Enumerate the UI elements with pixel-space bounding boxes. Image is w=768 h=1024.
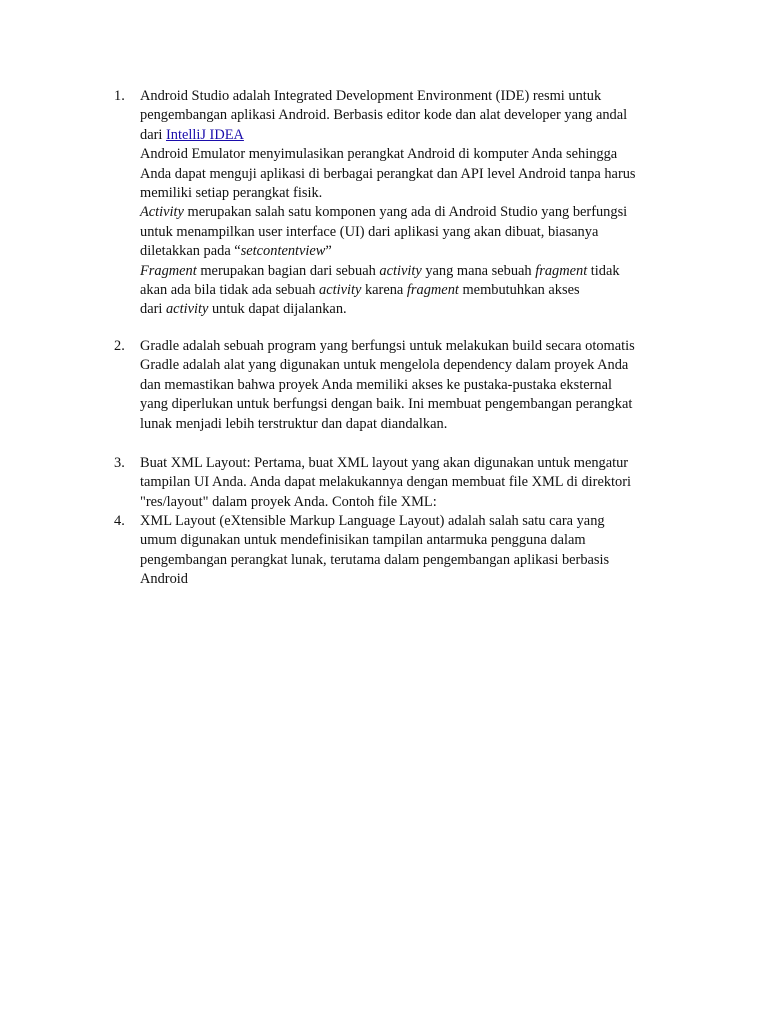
item1-p4-line1-mid1: merupakan bagian dari sebuah [196,262,380,279]
item4-line2: umum digunakan untuk mendefinisikan tampilan antarmuka pengguna dalam [140,532,586,549]
setcontentview-term: setcontentview [240,243,326,260]
item1-paragraph1-line2: pengembangan aplikasi Android. Berbasis editor kode dan alat developer yang andal [140,107,628,124]
item1-paragraph3-line3 [140,242,332,261]
item1-paragraph4-line1 [140,262,620,281]
item1-p4-line2-post: membutuhkan akses [458,282,580,298]
item2-line5: lunak menjadi lebih terstruktur dan dapat diandalkan. [140,415,448,432]
item1-p4-line3-pre: dari [140,301,166,318]
item1-paragraph1-line3 [140,126,244,145]
item3-line1: Buat XML Layout: Pertama, buat XML layout yang akan digunakan untuk mengatur [140,455,629,471]
activity-term: activity [379,262,422,279]
list-number-4: 4. [114,513,125,529]
list-number-1: 1. [114,88,125,104]
item1-p3-line3-pre: diletakkan pada “ [140,243,241,260]
list-number-3: 3. [114,455,125,471]
item1-paragraph4-line3 [140,300,347,319]
activity-term: activity [319,282,362,298]
item1-paragraph2-line1: Android Emulator menyimulasikan perangkat Android di komputer Anda sehingga [140,146,618,163]
item1-p4-line2-pre: akan ada bila tidak ada sebuah [140,282,320,298]
item2-line1: Gradle adalah sebuah program yang berfungsi untuk melakukan build secara otomatis [140,338,635,354]
fragment-term: fragment [406,282,459,298]
item1-paragraph3-line2: untuk menampilkan user interface (UI) dari aplikasi yang akan dibuat, biasanya [140,223,599,240]
item1-from-text: dari [140,126,166,143]
item2-line2: Gradle adalah alat yang digunakan untuk mengelola dependency dalam proyek Anda [140,357,629,374]
item1-paragraph3-line1 [140,203,627,222]
list-number-2: 2. [114,338,125,354]
item1-p4-line2-mid: karena [361,282,407,298]
item2-line4: yang diperlukan untuk berfungsi dengan baik. Ini membuat pengembangan perangkat [140,396,633,413]
item2-line3: dan memastikan bahwa proyek Anda memiliki akses ke pustaka-pustaka eksternal [140,376,612,393]
fragment-term: Fragment [140,262,197,279]
item1-paragraph2-line2: Anda dapat menguji aplikasi di berbagai perangkat dan API level Android tanpa harus [140,165,636,182]
intellij-idea-link[interactable]: IntelliJ IDEA [165,126,244,143]
item1-p4-line1-post: tidak [587,262,620,279]
item4-line3: pengembangan perangkat lunak, terutama dalam pengembangan aplikasi berbasis [140,551,610,568]
item3-line2: tampilan UI Anda. Anda dapat melakukannya dengan membuat file XML di direktori [140,474,632,491]
item3-line3: "res/layout" dalam proyek Anda. Contoh file XML: [140,493,437,510]
item1-paragraph4-line2 [140,281,580,300]
item1-p4-line1-mid2: yang mana sebuah [421,262,536,279]
item1-paragraph2-line3: memiliki setiap perangkat fisik. [140,185,323,201]
item4-line1: XML Layout (eXtensible Markup Language Layout) adalah salah satu cara yang [140,513,605,529]
activity-term: activity [165,301,209,318]
fragment-term: fragment [535,262,588,279]
item1-p3-line1-text: merupakan salah satu komponen yang ada di Android Studio yang berfungsi [183,204,628,221]
item4-line4: Android [140,571,188,588]
item1-paragraph1-line1: Android Studio adalah Integrated Development Environment (IDE) resmi untuk [140,88,602,104]
item1-p3-line3-post: ” [325,243,332,260]
item1-p4-line3-post: untuk dapat dijalankan. [208,301,347,318]
activity-term: Activity [140,204,184,221]
